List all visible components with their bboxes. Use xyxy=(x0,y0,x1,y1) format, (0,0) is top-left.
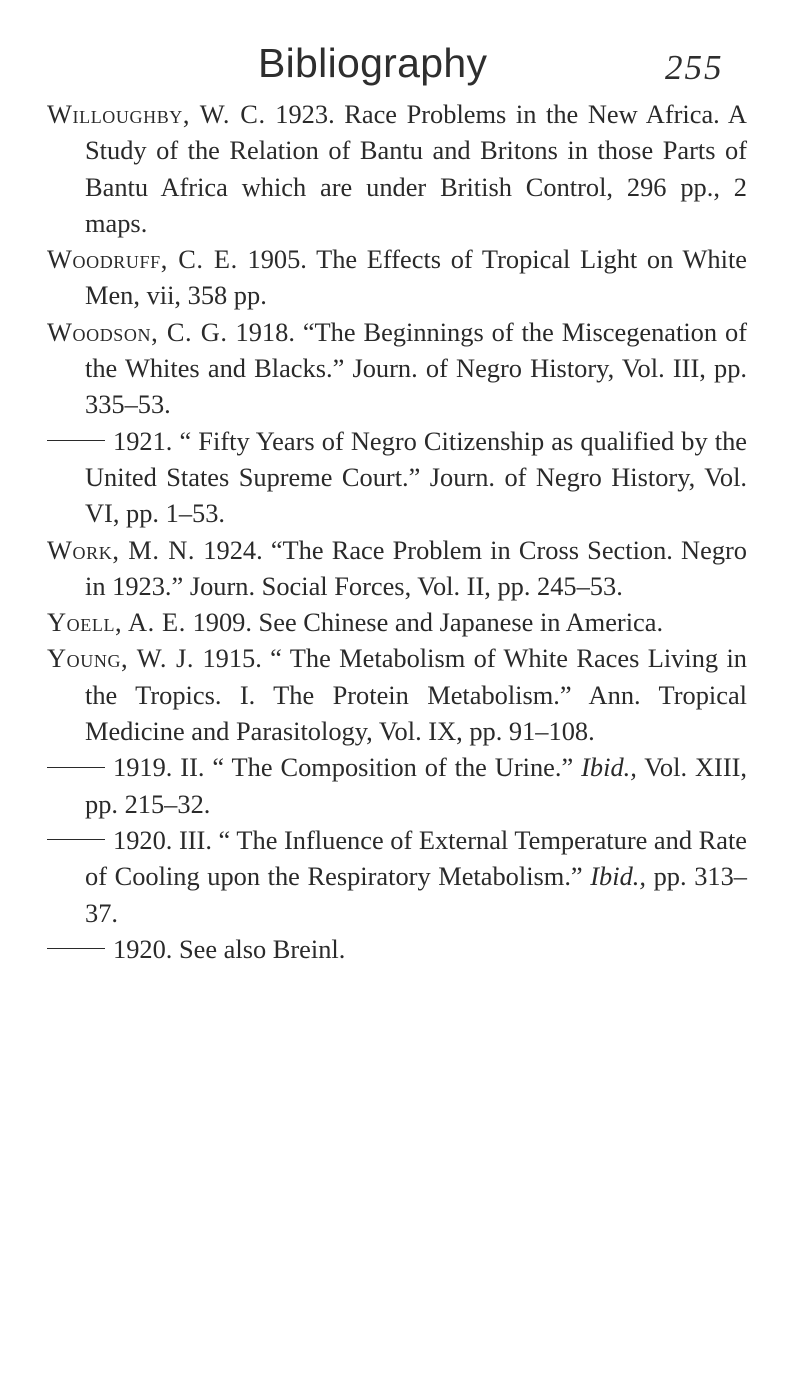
running-title: Bibliography xyxy=(258,40,488,86)
entry-text: 1921. “ Fifty Years of Negro Citizenship as qualified by the United States Supreme Court.” Journ. of Negro History, Vol. VI, pp. 1–53. xyxy=(85,425,747,529)
bibliography-entry xyxy=(47,423,747,532)
entry-text: pp. 313–37. xyxy=(85,861,747,928)
page-number: 255 xyxy=(665,48,724,87)
entry-text: 1918. “The Beginnings of the Miscegenation of the Whites and Blacks.” Journ. of Negro History, Vol. III, pp. 335–53. xyxy=(85,316,747,420)
entry-text: 1920. III. “ The Influence of External Temperature and Rate of Cooling upon the Respiratory Metabolism.” xyxy=(85,824,747,892)
entry-text: 1915. “ The Metabolism of White Races Living in the Tropics. I. The Protein Metabolism.” Ann. Tropical Medicine and Parasitology, Vol. IX, pp. 91–108. xyxy=(85,643,747,747)
ditto-dash xyxy=(47,440,105,441)
entry-text: 1919. II. “ The Composition of the Urine.” xyxy=(113,752,574,783)
entry-text: 1920. See also Breinl. xyxy=(113,933,346,964)
bibliography-entry xyxy=(47,532,747,605)
entry-text: Vol. XIII, pp. 215–32. xyxy=(85,752,747,819)
bibliography-entry xyxy=(47,314,747,423)
entry-author: Willoughby, W. C. xyxy=(47,99,266,129)
entry-author: Woodson, C. G. xyxy=(47,316,228,347)
ditto-dash xyxy=(47,839,105,840)
entry-author: Yoell, A. E. xyxy=(47,607,186,638)
running-head xyxy=(0,40,801,90)
bibliography-entry xyxy=(47,241,747,314)
bibliography-entry xyxy=(47,604,747,640)
bibliography-entry xyxy=(47,96,747,241)
entry-ibid: Ibid., xyxy=(590,861,646,892)
entry-text: 1905. The Effects of Tropical Light on White Men, vii, 358 pp. xyxy=(85,244,747,311)
bibliography-entry xyxy=(47,822,747,931)
bibliography-entry xyxy=(47,931,747,967)
entry-author: Work, M. N. xyxy=(47,534,196,565)
entry-text: 1909. See Chinese and Japanese in America. xyxy=(192,607,664,638)
ditto-dash xyxy=(47,948,105,949)
entry-text: 1924. “The Race Problem in Cross Section. Negro in 1923.” Journ. Social Forces, Vol. II, pp. 245–53. xyxy=(85,534,747,601)
bibliography-entry xyxy=(47,749,747,822)
entry-author: Young, W. J. xyxy=(47,643,195,674)
ditto-dash xyxy=(47,767,105,768)
bibliography-list xyxy=(47,96,747,967)
entry-text: 1923. Race Problems in the New Africa. A Study of the Relation of Bantu and Britons in those Parts of Bantu Africa which are under British Control, 296 pp., 2 maps. xyxy=(85,99,747,238)
bibliography-entry xyxy=(47,640,747,749)
entry-author: Woodruff, C. E. xyxy=(47,244,238,275)
entry-ibid: Ibid., xyxy=(581,752,637,783)
